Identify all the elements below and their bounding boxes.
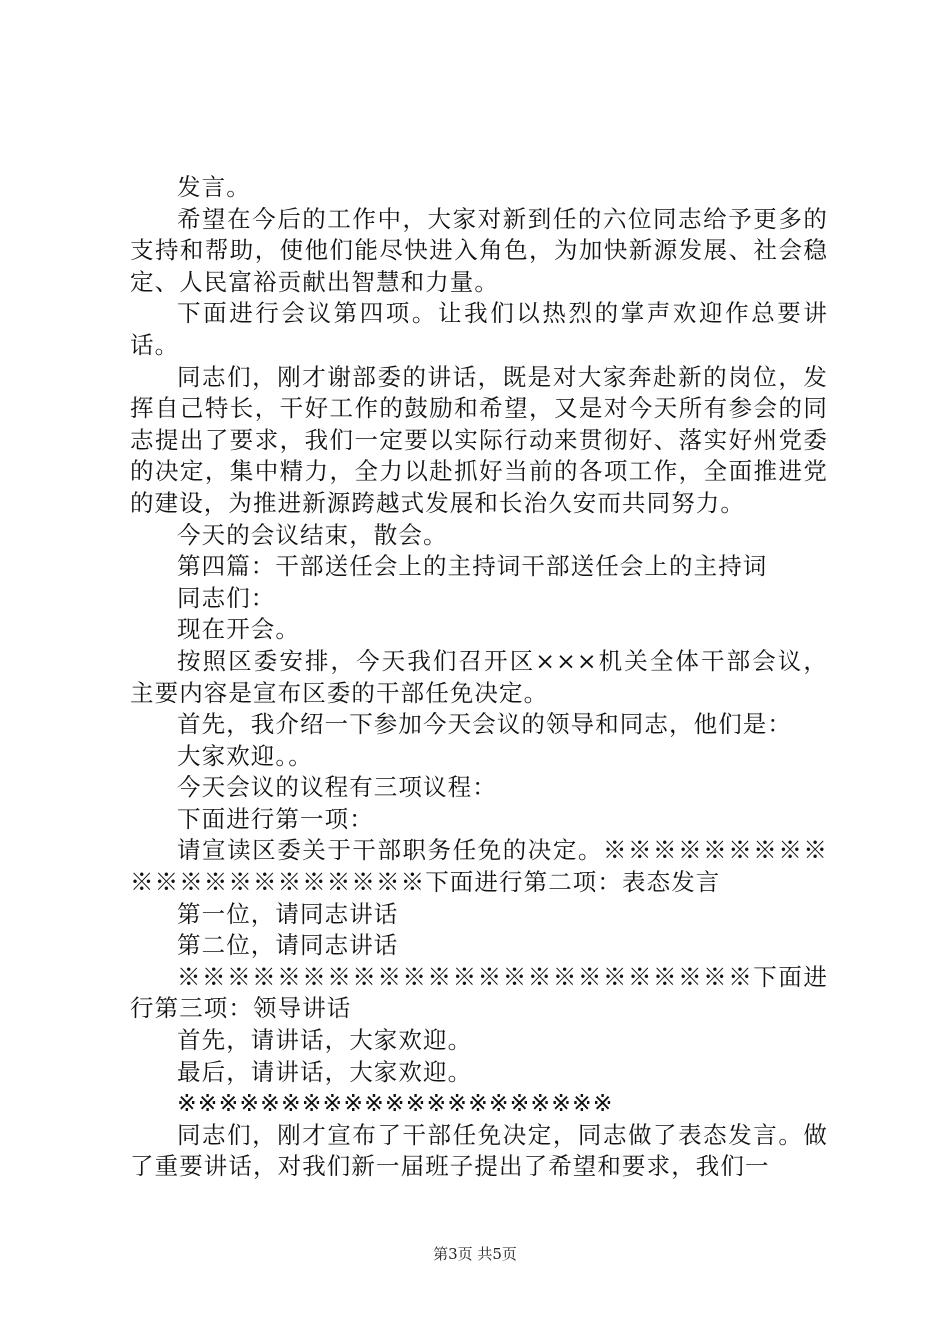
paragraph: 希望在今后的工作中，大家对新到任的六位同志给予更多的支持和帮助，使他们能尽快进入角色，为加快新源发展、社会稳定、人民富裕贡献出智慧和力量。 <box>130 204 828 296</box>
paragraph: 首先，请讲话，大家欢迎。 <box>177 1026 473 1055</box>
section-heading: 第四篇：干部送任会上的主持词干部送任会上的主持词 <box>177 552 768 581</box>
paragraph: 下面进行会议第四项。让我们以热烈的掌声欢迎作总要讲话。 <box>130 299 828 359</box>
paragraph: 同志们： <box>177 583 276 612</box>
paragraph: 今天会议的议程有三项议程： <box>177 773 497 802</box>
paragraph: ※※※※※※※※※※※※※※※※※※※※※ <box>177 1089 614 1118</box>
paragraph: 第一位，请同志讲话 <box>177 899 399 928</box>
page-number-footer: 第3页 共5页 <box>433 1245 517 1263</box>
paragraph: 同志们，刚才谢部委的讲话，既是对大家奔赴新的岗位，发挥自己特长，干好工作的鼓励和希望，又是对今天所有参会的同志提出了要求，我们一定要以实际行动来贯彻好、落实好州党委的决定，集中精力，全力以赴抓好当前的各项工作，全面推进党的建设，为推进新源跨越式发展和长治久安而共同努力。 <box>130 362 828 517</box>
paragraph: 最后，请讲话，大家欢迎。 <box>177 1057 473 1086</box>
paragraph: 请宣读区委关于干部职务任免的决定。※※※※※※※※※※※※※※※※※※※※※下面进行第二项：表态发言 <box>130 836 828 897</box>
body-text <box>130 172 828 1183</box>
paragraph: 大家欢迎。。 <box>177 741 313 770</box>
paragraph: ※※※※※※※※※※※※※※※※※※※※※※※下面进行第三项：领导讲话 <box>130 962 828 1023</box>
paragraph: 现在开会。 <box>177 615 300 644</box>
paragraph: 下面进行第一项： <box>177 804 374 833</box>
paragraph: 首先，我介绍一下参加今天会议的领导和同志，他们是： <box>177 710 792 739</box>
paragraph: 同志们，刚才宣布了干部任免决定，同志做了表态发言。做了重要讲话，对我们新一届班子提出了希望和要求，我们一 <box>130 1120 828 1181</box>
paragraph: 按照区委安排，今天我们召开区×××机关全体干部会议，主要内容是宣布区委的干部任免决定。 <box>130 646 828 707</box>
paragraph: 发言。 <box>177 173 251 201</box>
paragraph: 今天的会议结束，散会。 <box>177 520 448 549</box>
paragraph: 第二位，请同志讲话 <box>177 931 399 960</box>
